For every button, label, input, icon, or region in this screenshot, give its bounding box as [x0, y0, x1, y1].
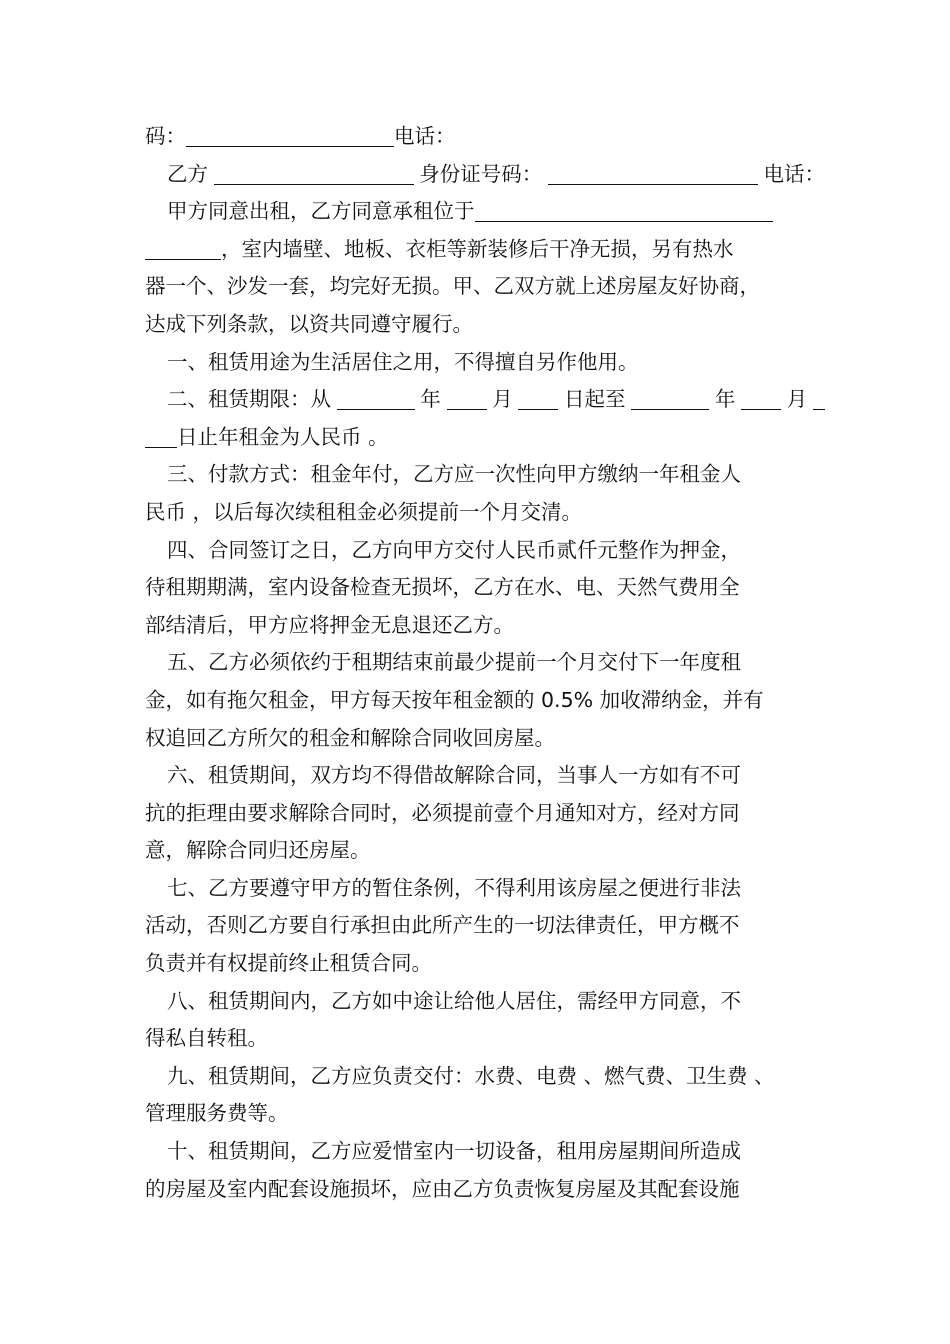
property-address-blank — [475, 199, 773, 222]
clause-2-line — [145, 381, 825, 419]
clause-text: 抗的拒理由要求解除合同时，必须提前壹个月通知对方，经对方同 — [145, 800, 740, 825]
paragraph-line — [145, 268, 825, 306]
party-b-name-blank — [214, 162, 414, 185]
clause-text: 权追回乙方所欠的租金和解除合同收回房屋。 — [145, 725, 555, 750]
clause-text: 七、乙方要遵守甲方的暂住条例，不得利用该房屋之便进行非法 — [167, 875, 741, 900]
start-day-blank — [518, 387, 558, 410]
clause-text: 民币 ，以后每次续租租金必须提前一个月交清。 — [145, 499, 583, 524]
clause-text: 部结清后，甲方应将押金无息退还乙方。 — [145, 612, 514, 637]
clause-text: 六、租赁期间，双方均不得借故解除合同，当事人一方如有不可 — [167, 763, 741, 788]
lease-intro-text: 甲方同意出租，乙方同意承租位于 — [167, 199, 475, 224]
paragraph-line — [145, 231, 825, 269]
clause-8-line — [145, 983, 825, 1021]
clause-4-line — [145, 607, 825, 645]
clause-10-line — [145, 1133, 825, 1171]
clause-text: 的房屋及室内配套设施损坏，应由乙方负责恢复房屋及其配套设施 — [145, 1176, 740, 1201]
clause-6-line — [145, 795, 825, 833]
clause-text: 一、租赁用途为生活居住之用，不得擅自另作他用。 — [167, 349, 639, 374]
clause-4-line — [145, 532, 825, 570]
contract-page — [145, 118, 825, 1208]
paragraph-line — [145, 306, 825, 344]
party-b-id-blank — [548, 162, 758, 185]
clause-text: 得私自转租。 — [145, 1026, 268, 1051]
clause-10-line — [145, 1171, 825, 1209]
end-day-blank — [813, 387, 825, 410]
paragraph-text: 达成下列条款，以资共同遵守履行。 — [145, 311, 473, 336]
year-label: 年 — [420, 387, 441, 412]
clause-7-line — [145, 945, 825, 983]
phone-label: 电话： — [394, 124, 456, 148]
clause-7-line — [145, 870, 825, 908]
paragraph-text: ，室内墙壁、地板、衣柜等新装修后干净无损，另有热水 — [221, 236, 734, 261]
clause-text: 意，解除合同归还房屋。 — [145, 838, 371, 863]
clause-text: 九、租赁期间，乙方应负责交付：水费、电费 、燃气费、卫生费 、 — [167, 1063, 775, 1088]
id-number-phone-line — [145, 118, 825, 156]
clause-text: 八、租赁期间内，乙方如中途让给他人居住，需经甲方同意，不 — [167, 988, 741, 1013]
clause-4-line — [145, 569, 825, 607]
clause-8-line — [145, 1020, 825, 1058]
clause-text: 负责并有权提前终止租赁合同。 — [145, 951, 432, 976]
end-day-blank-cont — [145, 425, 177, 448]
id-number-blank — [186, 124, 394, 147]
clause-9-line — [145, 1095, 825, 1133]
paragraph-text: 器一个、沙发一套，均完好无损。甲、乙双方就上述房屋友好协商， — [145, 274, 760, 299]
clause-text: 日止年租金为人民币 。 — [177, 424, 389, 449]
clause-text: 十、租赁期间，乙方应爱惜室内一切设备，租用房屋期间所造成 — [167, 1139, 741, 1164]
clause-9-line — [145, 1058, 825, 1096]
clause-5-line — [145, 682, 825, 720]
clause-text: 三、付款方式：租金年付，乙方应一次性向甲方缴纳一年租金人 — [167, 462, 741, 487]
clause-5-line — [145, 720, 825, 758]
clause-text: 活动，否则乙方要自行承担由此所产生的一切法律责任，甲方概不 — [145, 913, 740, 938]
clause-5-line — [145, 644, 825, 682]
clause-3-line — [145, 494, 825, 532]
clause-text: 五、乙方必须依约于租期结束前最少提前一个月交付下一年度租 — [167, 650, 741, 675]
start-year-blank — [337, 387, 415, 410]
paragraph-line — [145, 193, 825, 231]
party-b-id-label: 身份证号码： — [419, 161, 543, 186]
party-b-line — [145, 156, 825, 194]
clause-1-line — [145, 344, 825, 382]
clause-6-line — [145, 832, 825, 870]
end-month-blank — [741, 387, 781, 410]
clause-text: 二、租赁期限：从 — [167, 387, 331, 412]
property-address-blank-cont — [145, 237, 221, 260]
clause-text: 管理服务费等。 — [145, 1101, 289, 1126]
clause-7-line — [145, 907, 825, 945]
party-b-phone-label: 电话： — [763, 161, 825, 186]
day-until-label: 日起至 — [564, 387, 626, 412]
start-month-blank — [447, 387, 487, 410]
clause-6-line — [145, 757, 825, 795]
clause-2-line — [145, 419, 825, 457]
clause-text: 四、合同签订之日，乙方向甲方交付人民币贰仟元整作为押金， — [167, 537, 741, 562]
party-b-label: 乙方 — [167, 161, 208, 186]
clause-text: 金，如有拖欠租金，甲方每天按年租金额的 0.5% 加收滞纳金，并有 — [145, 687, 764, 712]
clause-text: 待租期期满，室内设备检查无损坏，乙方在水、电、天然气费用全 — [145, 575, 740, 600]
clause-3-line — [145, 456, 825, 494]
month-label: 月 — [492, 387, 513, 412]
month-label: 月 — [786, 387, 808, 412]
id-number-label-tail: 码： — [145, 124, 186, 148]
end-year-blank — [631, 387, 709, 410]
year-label: 年 — [714, 387, 736, 412]
